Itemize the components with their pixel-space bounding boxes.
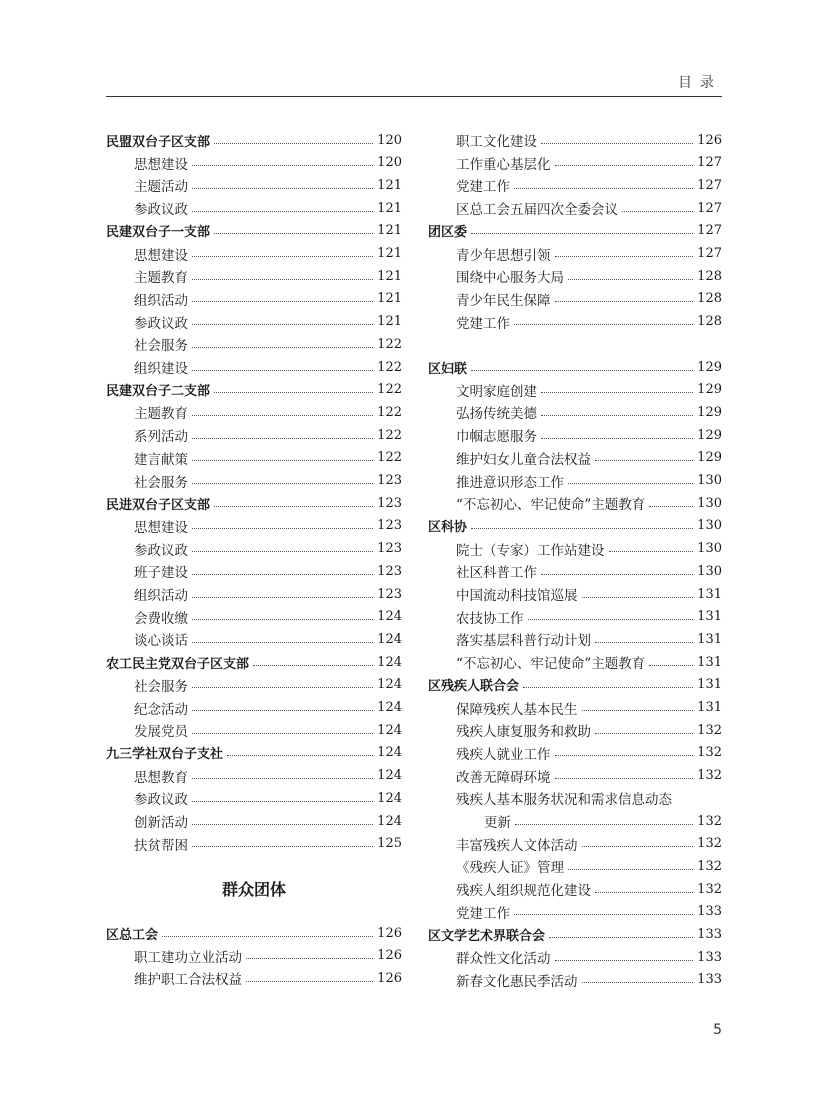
toc-entry-page: 128: [697, 314, 722, 330]
toc-entry-page: 132: [697, 813, 722, 829]
toc-subentry[interactable]: [134, 560, 402, 582]
dot-leader: [541, 438, 693, 439]
toc-section-entry[interactable]: [428, 515, 722, 537]
dot-leader: [192, 597, 373, 598]
toc-entry-label: 党建工作: [456, 905, 510, 922]
dot-leader: [528, 619, 694, 620]
dot-leader: [649, 665, 693, 666]
dot-leader: [192, 256, 373, 257]
toc-subentry[interactable]: [456, 628, 722, 650]
toc-subentry[interactable]: [134, 401, 402, 423]
dot-leader: [192, 211, 373, 212]
toc-subentry[interactable]: [134, 197, 402, 219]
toc-entry-label: “不忘初心、牢记使命”主题教育: [456, 656, 646, 673]
toc-entry-label: 新春文化惠民季活动: [456, 973, 578, 990]
toc-entry-label: 区科协: [428, 520, 468, 536]
dot-leader: [568, 483, 693, 484]
toc-entry-wrapped: [456, 787, 722, 809]
toc-subentry[interactable]: [134, 810, 402, 832]
toc-entry-page: 121: [377, 177, 402, 193]
toc-entry-label: 思想建设: [134, 247, 188, 264]
toc-entry-label: 残疾人基本服务状况和需求信息动态: [456, 792, 672, 809]
toc-entry-page: 124: [377, 745, 402, 761]
toc-subentry[interactable]: [134, 152, 402, 174]
toc-entry-label: 民进双台子区支部: [106, 497, 211, 513]
toc-subentry[interactable]: [456, 742, 722, 764]
toc-entry-page: 122: [377, 427, 402, 443]
toc-subentry[interactable]: [456, 447, 722, 469]
toc-entry-page: 129: [697, 427, 722, 443]
toc-subentry[interactable]: [134, 288, 402, 310]
toc-subentry[interactable]: [456, 152, 722, 174]
dot-leader: [582, 982, 694, 983]
dot-leader: [595, 733, 693, 734]
toc-entry-label: 更新: [484, 815, 511, 831]
toc-entry-label: 丰富残疾人文体活动: [456, 837, 578, 854]
toc-subentry[interactable]: [134, 174, 402, 196]
toc-entry-label: 主题教育: [134, 406, 188, 423]
toc-subentry[interactable]: [456, 288, 722, 310]
toc-entry-label: 《残疾人证》管理: [456, 860, 564, 877]
toc-section-entry[interactable]: [106, 220, 402, 242]
toc-entry-page: 130: [697, 518, 722, 534]
toc-entry-page: 128: [697, 291, 722, 307]
toc-entry-label: 青少年思想引领: [456, 247, 551, 264]
toc-subentry[interactable]: [134, 833, 402, 855]
toc-entry-page: 124: [377, 722, 402, 738]
toc-entry-page: 132: [697, 768, 722, 784]
toc-subentry[interactable]: [456, 719, 722, 741]
dot-leader: [253, 665, 373, 666]
toc-entry-label: 维护职工合法权益: [134, 972, 242, 989]
toc-entry-label: 组织活动: [134, 588, 188, 604]
dot-leader: [541, 392, 693, 393]
dot-leader: [649, 506, 693, 507]
toc-subentry[interactable]: [134, 333, 402, 355]
toc-entry-label: 民建双台子二支部: [106, 384, 211, 400]
toc-entry-label: 区总工会五届四次全委会议: [456, 202, 618, 219]
toc-entry-page: 124: [377, 790, 402, 806]
toc-subentry[interactable]: [456, 311, 722, 333]
toc-entry-page: 121: [377, 246, 402, 261]
dot-leader: [192, 460, 373, 461]
toc-entry-label: 纪念活动: [134, 701, 188, 718]
toc-entry-page: 130: [697, 473, 722, 488]
toc-subentry[interactable]: [456, 833, 722, 855]
dot-leader: [192, 301, 373, 302]
toc-entry-label: 组织活动: [134, 292, 188, 309]
toc-entry-page: 125: [377, 836, 402, 852]
toc-entry-label: 参政议政: [134, 202, 188, 219]
toc-entry-label: 党建工作: [456, 315, 510, 332]
toc-entry-page: 131: [697, 609, 722, 625]
toc-entry-page: 129: [697, 404, 722, 420]
dot-leader: [192, 279, 373, 280]
dot-leader: [246, 981, 373, 982]
toc-subentry[interactable]: [484, 810, 722, 832]
dot-leader: [555, 256, 694, 257]
toc-entry-label: 巾帼志愿服务: [456, 429, 537, 446]
toc-entry-label: 改善无障碍环境: [456, 769, 551, 786]
toc-subentry[interactable]: [456, 855, 722, 877]
toc-entry-page: 127: [697, 177, 722, 193]
toc-subentry[interactable]: [456, 470, 722, 492]
dot-leader: [555, 960, 694, 961]
toc-entry-label: 社会服务: [134, 678, 188, 695]
toc-entry-label: 思想教育: [134, 769, 188, 786]
toc-subentry[interactable]: [134, 583, 402, 605]
dot-leader: [192, 415, 373, 416]
dot-leader: [192, 846, 373, 847]
dot-leader: [541, 574, 693, 575]
toc-entry-page: 124: [377, 609, 402, 625]
dot-leader: [514, 188, 693, 189]
toc-entry-page: 130: [697, 563, 722, 579]
toc-entry-label: 谈心谈话: [134, 633, 188, 650]
toc-entry-label: 青少年民生保障: [456, 292, 551, 309]
toc-entry-label: 残疾人康复服务和救助: [456, 724, 591, 741]
header-title: 目录: [678, 75, 722, 91]
toc-subentry[interactable]: [134, 967, 402, 989]
toc-subentry[interactable]: [456, 765, 722, 787]
toc-entry-label: 残疾人就业工作: [456, 746, 551, 763]
toc-entry-page: 122: [377, 404, 402, 420]
dot-leader: [622, 211, 693, 212]
dot-leader: [192, 370, 373, 371]
toc-entry-label: 弘扬传统美德: [456, 406, 537, 423]
toc-entry-label: 区妇联: [428, 361, 468, 377]
toc-entry-label: 会费收缴: [134, 610, 188, 627]
toc-subentry[interactable]: [134, 470, 402, 492]
toc-entry-page: 124: [377, 768, 402, 784]
toc-entry-page: 121: [377, 291, 402, 307]
dot-leader: [162, 936, 373, 937]
toc-subentry[interactable]: [134, 674, 402, 696]
toc-entry-page: 124: [377, 700, 402, 715]
toc-subentry[interactable]: [456, 606, 722, 628]
toc-subentry[interactable]: [456, 492, 722, 514]
toc-subentry[interactable]: [456, 969, 722, 991]
toc-entry-label: 文明家庭创建: [456, 383, 537, 400]
toc-entry-page: 130: [697, 495, 722, 511]
toc-entry-page: 132: [697, 836, 722, 852]
toc-entry-label: 社会服务: [134, 474, 188, 491]
toc-entry-label: 落实基层科普行动计划: [456, 633, 591, 650]
toc-subentry[interactable]: [456, 878, 722, 900]
toc-entry-page: 129: [697, 382, 722, 398]
toc-entry-page: 133: [697, 904, 722, 920]
dot-leader: [192, 165, 373, 166]
toc-entry-page: 131: [697, 654, 722, 670]
toc-subentry[interactable]: [456, 401, 722, 423]
toc-entry-page: 132: [697, 858, 722, 874]
toc-entry-page: 126: [697, 132, 722, 148]
toc-entry-page: 127: [697, 155, 722, 171]
dot-leader: [214, 506, 373, 507]
toc-entry-page: 124: [377, 813, 402, 829]
toc-entry-page: 121: [377, 200, 402, 216]
toc-subentry[interactable]: [456, 129, 722, 151]
toc-subentry[interactable]: [134, 787, 402, 809]
dot-leader: [568, 869, 693, 870]
dot-leader: [192, 574, 373, 575]
toc-entry-page: 124: [377, 631, 402, 647]
dot-leader: [192, 551, 373, 552]
toc-entry-page: 131: [697, 700, 722, 715]
toc-entry-label: 工作重心基层化: [456, 156, 551, 173]
toc-entry-label: 职工建功立业活动: [134, 949, 242, 966]
toc-entry-page: 131: [697, 586, 722, 602]
toc-entry-label: 区文学艺术界联合会: [428, 929, 546, 944]
toc-subentry[interactable]: [134, 424, 402, 446]
toc-entry-page: 120: [377, 155, 402, 171]
toc-entry-label: 思想建设: [134, 156, 188, 173]
toc-subentry[interactable]: [134, 243, 402, 265]
toc-section-entry[interactable]: [106, 742, 402, 764]
toc-entry-label: 主题活动: [134, 179, 188, 196]
dot-leader: [555, 301, 694, 302]
dot-leader: [192, 801, 373, 802]
toc-entry-page: 131: [697, 677, 722, 693]
dot-leader: [192, 528, 373, 529]
toc-section-entry[interactable]: [428, 356, 722, 378]
toc-entry-page: 120: [377, 132, 402, 148]
toc-subentry[interactable]: [134, 697, 402, 719]
toc-entry-label: 农技协工作: [456, 610, 524, 627]
dot-leader: [246, 958, 373, 959]
toc-subentry[interactable]: [134, 515, 402, 537]
toc-entry-page: 123: [377, 586, 402, 602]
toc-entry-label: 农工民主党双台子区支部: [106, 656, 250, 672]
dot-leader: [568, 279, 693, 280]
toc-entry-page: 126: [377, 970, 402, 986]
toc-section-entry[interactable]: [106, 379, 402, 401]
dot-leader: [192, 687, 373, 688]
toc-subentry[interactable]: [456, 243, 722, 265]
toc-section-entry[interactable]: [106, 492, 402, 514]
dot-leader: [515, 824, 693, 825]
toc-entry-page: 128: [697, 268, 722, 284]
toc-entry-label: 残疾人组织规范化建设: [456, 883, 591, 900]
toc-entry-page: 130: [697, 541, 722, 557]
toc-entry-page: 127: [697, 200, 722, 216]
toc-section-entry[interactable]: [106, 651, 402, 673]
toc-entry-label: “不忘初心、牢记使命”主题教育: [456, 497, 646, 514]
dot-leader: [595, 892, 693, 893]
toc-entry-label: 维护妇女儿童合法权益: [456, 451, 591, 468]
toc-entry-page: 133: [697, 949, 722, 965]
toc-entry-page: 122: [377, 359, 402, 375]
dot-leader: [523, 687, 693, 688]
toc-entry-label: 组织建设: [134, 361, 188, 377]
toc-subentry[interactable]: [134, 447, 402, 469]
toc-subentry[interactable]: [134, 311, 402, 333]
dot-leader: [192, 619, 373, 620]
toc-entry-page: 122: [377, 382, 402, 398]
dot-leader: [582, 846, 694, 847]
toc-entry-page: 121: [377, 314, 402, 330]
toc-entry-page: 129: [697, 450, 722, 466]
dot-leader: [192, 824, 373, 825]
toc-entry-page: 123: [377, 473, 402, 488]
toc-subentry[interactable]: [456, 583, 722, 605]
toc-entry-label: 民盟双台子区支部: [106, 134, 211, 150]
toc-subentry[interactable]: [134, 945, 402, 967]
toc-entry-page: 127: [697, 223, 722, 239]
dot-leader: [214, 392, 373, 393]
toc-entry-label: 区总工会: [106, 927, 159, 943]
toc-entry-label: 民建双台子一支部: [106, 225, 211, 241]
toc-entry-label: 党建工作: [456, 179, 510, 196]
toc-subentry[interactable]: [134, 538, 402, 560]
dot-leader: [192, 438, 373, 439]
toc-entry-label: 社区科普工作: [456, 565, 537, 582]
toc-entry-page: 123: [377, 518, 402, 534]
toc-subentry[interactable]: [456, 697, 722, 719]
toc-entry-label: 群众性文化活动: [456, 951, 551, 968]
toc-entry-page: 126: [377, 948, 402, 964]
toc-subentry[interactable]: [456, 424, 722, 446]
toc-entry-page: 129: [697, 359, 722, 375]
dot-leader: [514, 914, 693, 915]
toc-entry-page: 132: [697, 745, 722, 761]
toc-entry-page: 123: [377, 563, 402, 579]
dot-leader: [192, 642, 373, 643]
dot-leader: [555, 755, 694, 756]
toc-section-entry[interactable]: [428, 220, 722, 242]
dot-leader: [192, 710, 373, 711]
dot-leader: [471, 233, 693, 234]
toc-subentry[interactable]: [456, 197, 722, 219]
toc-entry-page: 122: [377, 336, 402, 352]
dot-leader: [227, 755, 373, 756]
toc-section-entry[interactable]: [428, 674, 722, 696]
toc-subentry[interactable]: [456, 265, 722, 287]
dot-leader: [192, 778, 373, 779]
toc-entry-page: 124: [377, 677, 402, 693]
section-heading: 群众团体: [221, 880, 286, 899]
toc-subentry[interactable]: [134, 606, 402, 628]
running-header: [106, 68, 722, 97]
dot-leader: [192, 733, 373, 734]
toc-subentry[interactable]: [134, 265, 402, 287]
toc-entry-label: 推进意识形态工作: [456, 474, 564, 491]
dot-leader: [541, 415, 693, 416]
toc-subentry[interactable]: [456, 174, 722, 196]
toc-subentry[interactable]: [456, 946, 722, 968]
toc-entry-label: 创新活动: [134, 815, 188, 831]
dot-leader: [555, 778, 694, 779]
toc-entry-label: 班子建设: [134, 565, 188, 582]
toc-entry-label: 建言献策: [134, 451, 188, 468]
dot-leader: [192, 483, 373, 484]
toc-entry-label: 区残疾人联合会: [428, 679, 520, 695]
toc-section-entry[interactable]: [428, 924, 722, 946]
toc-entry-label: 扶贫帮困: [134, 837, 188, 854]
toc-entry-label: 社会服务: [134, 338, 188, 355]
page-number: 5: [713, 1022, 722, 1038]
dot-leader: [555, 165, 694, 166]
toc-subentry[interactable]: [456, 538, 722, 560]
dot-leader: [214, 233, 373, 234]
toc-entry-label: 中国流动科技馆巡展: [456, 588, 578, 604]
toc-entry-label: 参政议政: [134, 542, 188, 559]
toc-entry-label: 参政议政: [134, 315, 188, 332]
toc-subentry[interactable]: [456, 651, 722, 673]
toc-entry-page: 133: [697, 927, 722, 942]
toc-entry-label: 主题教育: [134, 270, 188, 287]
toc-subentry[interactable]: [456, 560, 722, 582]
dot-leader: [595, 460, 693, 461]
dot-leader: [514, 324, 693, 325]
toc-section-entry[interactable]: [106, 922, 402, 944]
toc-entry-page: 123: [377, 495, 402, 511]
toc-entry-page: 127: [697, 246, 722, 261]
toc-entry-page: 126: [377, 925, 402, 941]
toc-section-entry[interactable]: [106, 129, 402, 151]
dot-leader: [471, 528, 693, 529]
toc-entry-label: 发展党员: [134, 724, 188, 741]
toc-entry-page: 124: [377, 654, 402, 670]
toc-subentry[interactable]: [134, 719, 402, 741]
toc-subentry[interactable]: [134, 356, 402, 378]
toc-entry-label: 思想建设: [134, 519, 188, 536]
dot-leader: [609, 551, 694, 552]
dot-leader: [192, 347, 373, 348]
toc-entry-page: 132: [697, 881, 722, 897]
toc-entry-label: 参政议政: [134, 792, 188, 809]
toc-entry-label: 院士（专家）工作站建设: [456, 542, 605, 559]
toc-entry-label: 保障残疾人基本民生: [456, 701, 578, 718]
dot-leader: [582, 597, 694, 598]
toc-entry-label: 系列活动: [134, 429, 188, 446]
toc-entry-page: 122: [377, 450, 402, 466]
toc-entry-label: 围绕中心服务大局: [456, 270, 564, 287]
toc-entry-page: 121: [377, 268, 402, 284]
dot-leader: [595, 642, 693, 643]
toc-entry-page: 123: [377, 541, 402, 557]
toc-entry-page: 131: [697, 631, 722, 647]
toc-entry-label: 职工文化建设: [456, 134, 537, 150]
toc-entry-page: 132: [697, 722, 722, 738]
toc-entry-page: 121: [377, 223, 402, 239]
toc-subentry[interactable]: [134, 628, 402, 650]
dot-leader: [549, 937, 693, 938]
dot-leader: [192, 188, 373, 189]
dot-leader: [471, 370, 693, 371]
dot-leader: [214, 143, 373, 144]
toc-subentry[interactable]: [456, 379, 722, 401]
dot-leader: [541, 143, 693, 144]
dot-leader: [582, 710, 694, 711]
toc-entry-label: 团区委: [428, 225, 468, 241]
toc-subentry[interactable]: [134, 765, 402, 787]
toc-subentry[interactable]: [456, 901, 722, 923]
toc-entry-page: 133: [697, 972, 722, 988]
toc-entry-label: 九三学社双台子支社: [106, 747, 224, 763]
dot-leader: [192, 324, 373, 325]
